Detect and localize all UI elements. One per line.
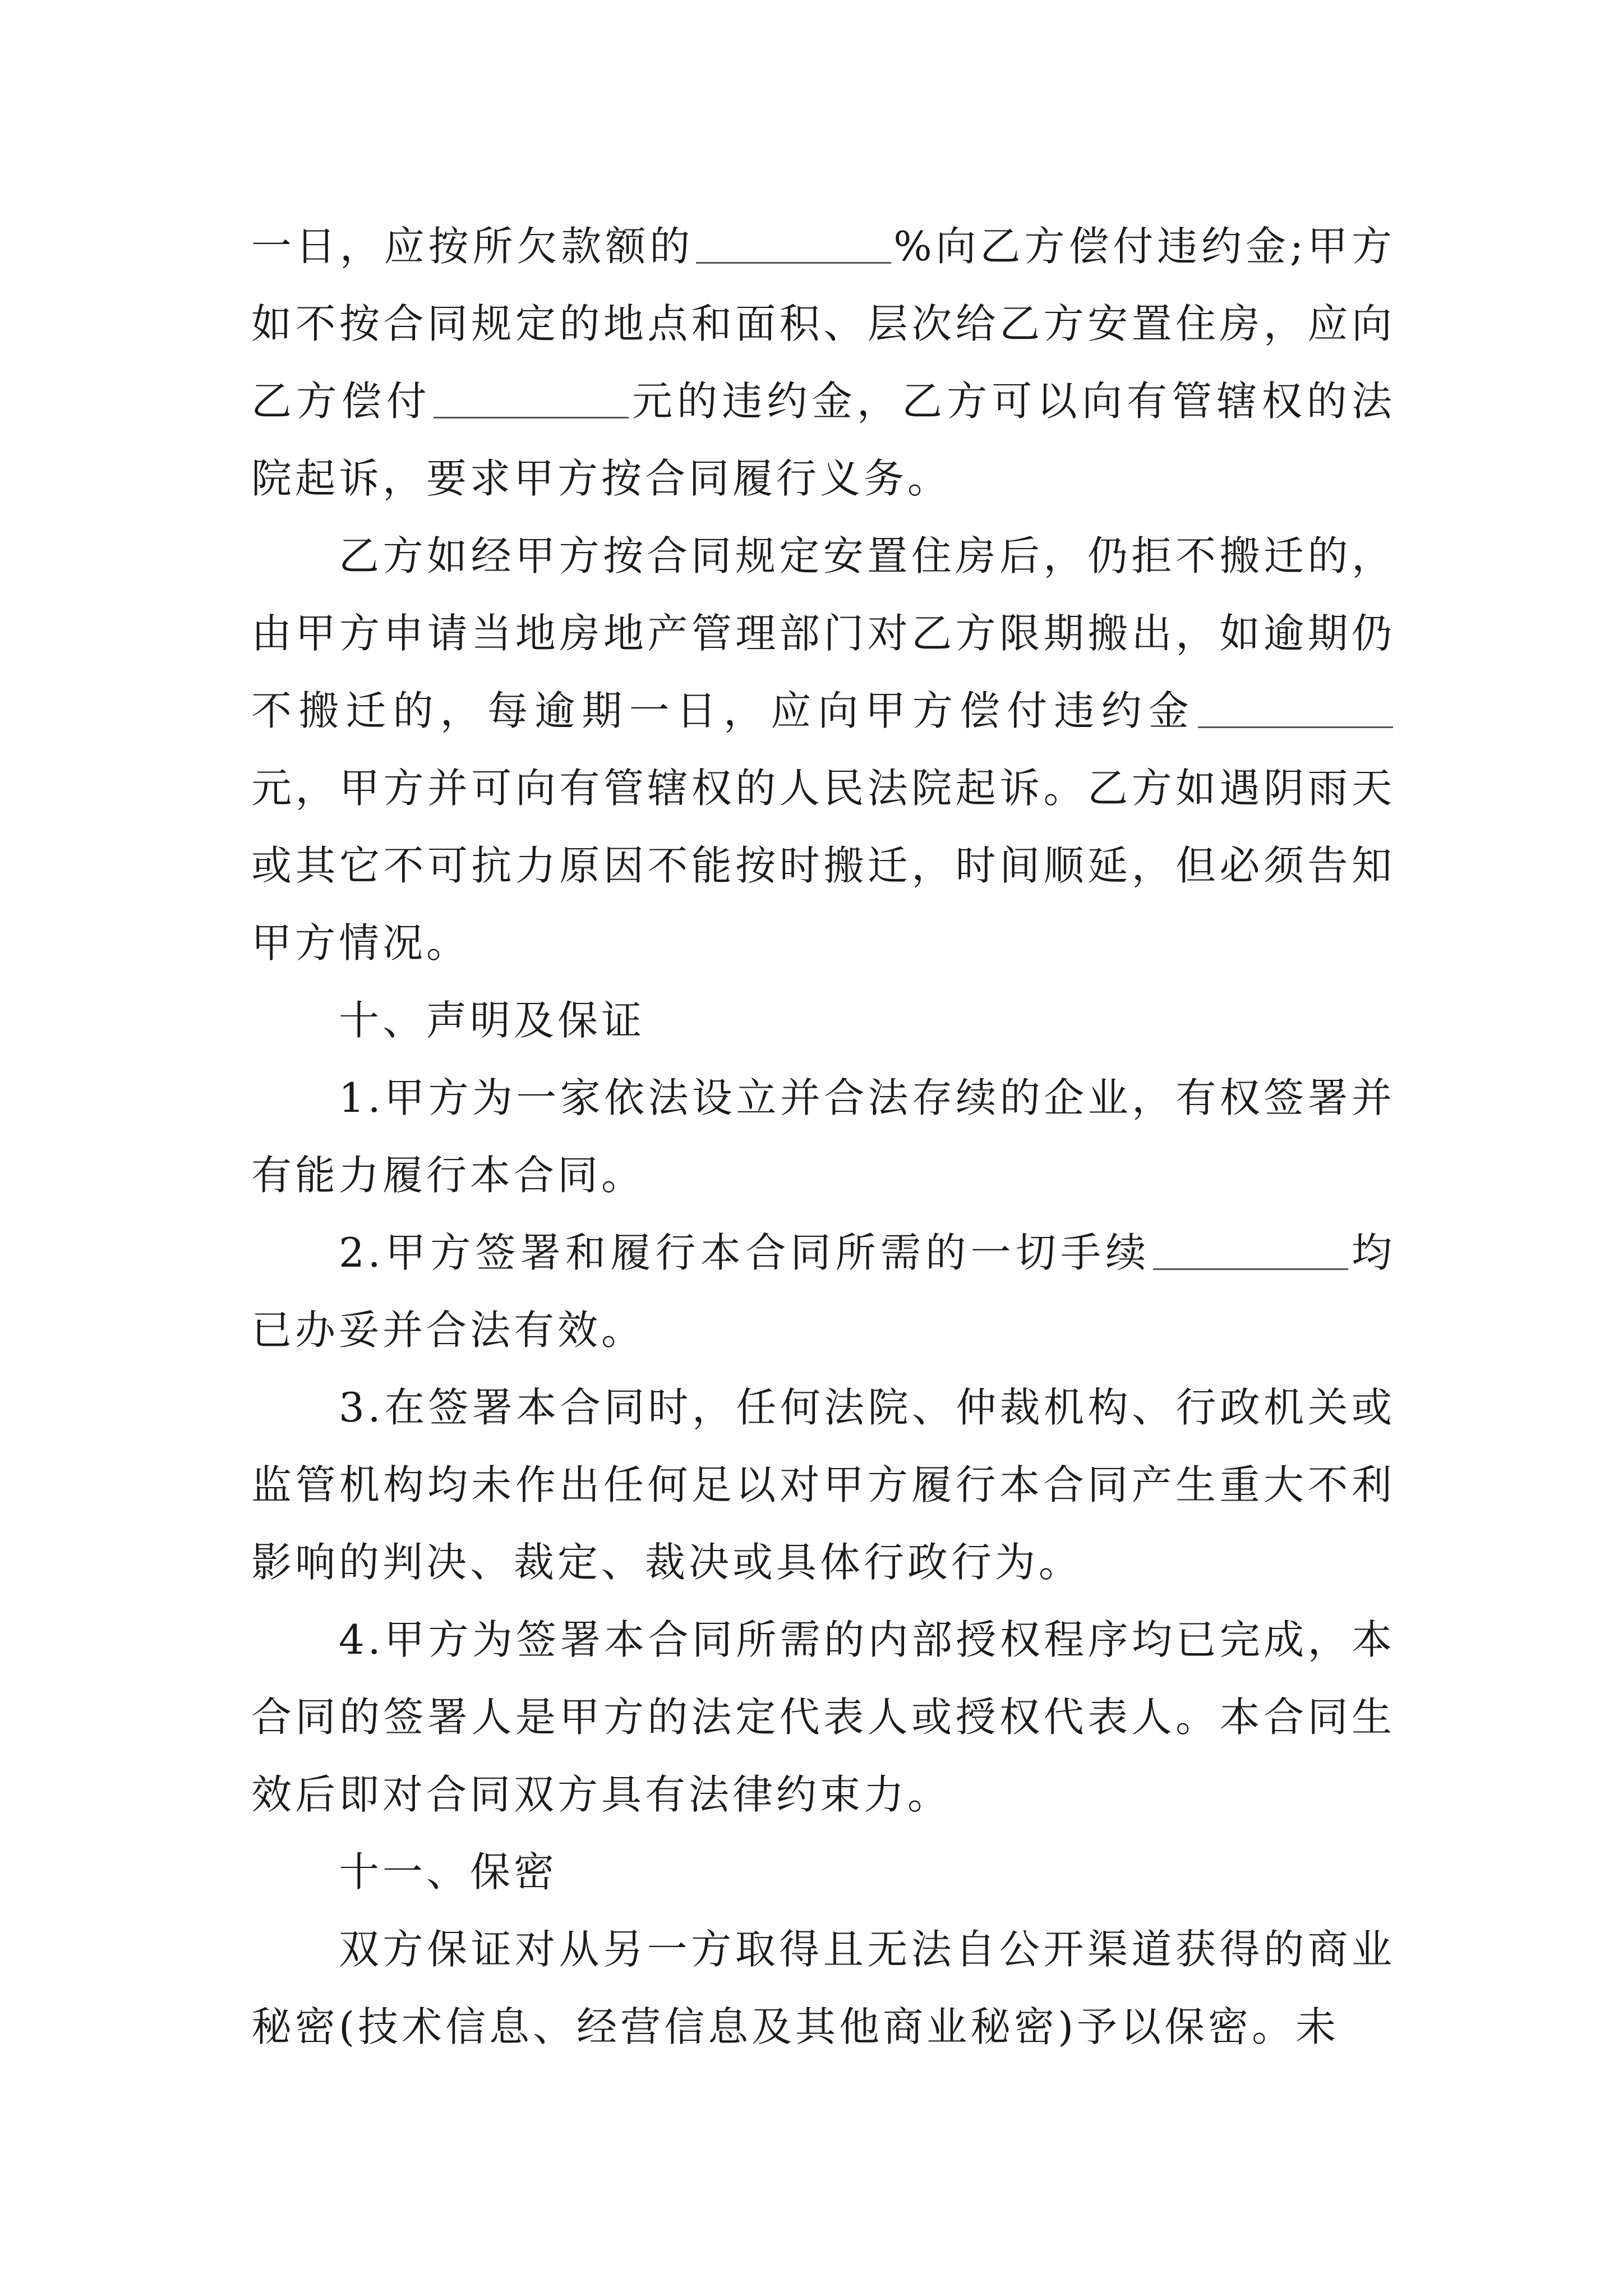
clause-item-4: 4.甲方为签署本合同所需的内部授权程序均已完成，本合同的签署人是甲方的法定代表人或授权代表人。本合同生效后即对合同双方具有法律约束力。 <box>251 1616 1395 1818</box>
text-span: 一日，应按所欠款额的 <box>251 223 694 270</box>
text-span: 元，甲方并可向有管辖权的人民法院起诉。乙方如遇阴雨天或其它不可抗力原因不能按时搬迁，时间顺延，但必须告知甲方情况。 <box>251 765 1395 967</box>
document-body <box>251 208 1395 2065</box>
blank-field <box>434 381 629 418</box>
blank-field <box>696 226 891 264</box>
blank-field <box>1198 691 1393 728</box>
blank-field <box>1153 1232 1348 1270</box>
text-span: 乙方如经甲方按合同规定安置住房后，仍拒不搬迁的，由甲方申请当地房地产管理部门对乙方限期搬出，如逾期仍不搬迁的，每逾期一日，应向甲方偿付违约金 <box>251 532 1395 734</box>
text-span: 元的违约金，乙方可以向有管辖权的法院起诉，要求甲方按合同履行义务。 <box>251 378 1395 502</box>
clause-item-1: 1.甲方为一家依法设立并合法存续的企业，有权签署并有能力履行本合同。 <box>251 1074 1395 1199</box>
paragraph-breach-party-b <box>251 517 1395 982</box>
text-span: 2.甲方签署和履行本合同所需的一切手续 <box>339 1229 1151 1276</box>
paragraph-confidentiality: 双方保证对从另一方取得且无法自公开渠道获得的商业秘密(技术信息、经营信息及其他商业秘密)予以保密。未 <box>251 1926 1395 2050</box>
clause-item-2 <box>251 1214 1395 1369</box>
section-heading-10: 十、声明及保证 <box>339 997 645 1044</box>
text-span: %向乙方偿付违约金;甲方如不按合同规定的地点和面积、层次给乙方安置住房，应向乙方偿付 <box>251 223 1395 425</box>
section-heading-11: 十一、保密 <box>339 1848 558 1895</box>
clause-item-3: 3.在签署本合同时，任何法院、仲裁机构、行政机关或监管机构均未作出任何足以对甲方履行本合同产生重大不利影响的判决、裁定、裁决或具体行政行为。 <box>251 1384 1395 1586</box>
text-span: 均已办妥并合法有效。 <box>251 1229 1395 1354</box>
paragraph-breach-party-a <box>251 208 1395 517</box>
